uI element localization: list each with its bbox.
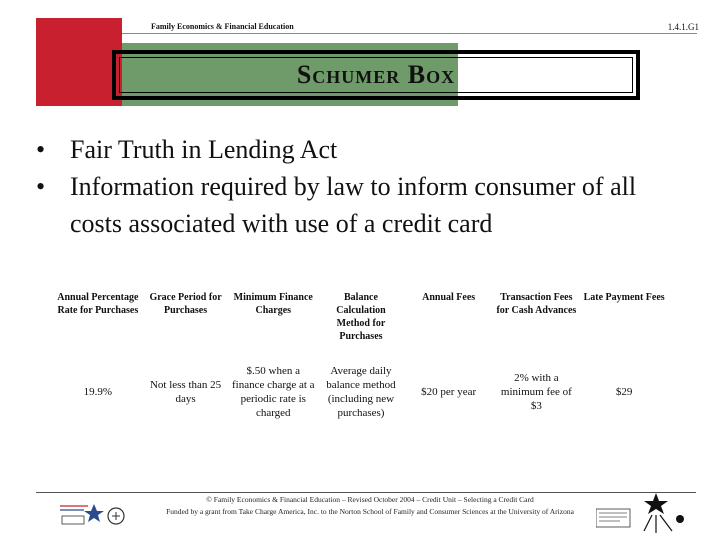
table-row [54,357,668,427]
column-header-grace-period: Grace Period for Purchases [149,292,222,316]
column-header-balance-method: Balance Calculation Method for Purchases [336,292,386,342]
schumer-box-table [54,287,668,427]
bullet-icon: • [36,135,46,164]
cell-late-fees: $29 [615,386,633,398]
footer-copyright: © Family Economics & Financial Education – Revised October 2004 – Credit Unit – Selecting a Credit Card [206,495,534,504]
header-organization: Family Economics & Financial Education [151,22,294,31]
column-header-minimum-finance: Minimum Finance Charges [233,292,313,316]
cell-apr: 19.9% [83,386,113,398]
header-code: 1.4.1.G1 [667,22,699,32]
bullet-icon: • [36,172,46,201]
column-header-late-fees: Late Payment Fees [583,292,665,303]
bullet-item [30,168,690,242]
university-of-arizona-logo-icon [596,491,688,535]
header-rule [122,33,697,34]
take-charge-america-logo-icon [58,502,128,528]
footer-funding: Funded by a grant from Take Charge America, Inc. to the Norton School of Family and Consumer Sciences at the University of Arizona [166,507,574,516]
column-header-annual-fees: Annual Fees [422,292,476,303]
column-header-apr: Annual Percentage Rate for Purchases [57,292,139,316]
red-accent-block [36,18,122,106]
page-title: Schumer Box [296,60,456,89]
cell-annual-fees: $20 per year [421,386,477,398]
table-header-row [54,287,668,357]
bullet-text: Information required by law to inform consumer of all costs associated with use of a credit card [70,172,637,238]
bullet-text: Fair Truth in Lending Act [70,135,338,164]
cell-balance-method: Average daily balance method (including new purchases) [326,365,396,419]
cell-grace-period: Not less than 25 days [149,379,222,405]
bullet-list [30,131,690,242]
cell-minimum-finance: $.50 when a finance charge at a periodic rate is charged [231,365,315,419]
column-header-cash-advance-fees: Transaction Fees for Cash Advances [496,292,577,316]
cell-cash-advance-fees: 2% with a minimum fee of $3 [500,372,572,412]
footer [150,494,590,518]
bullet-item [30,131,690,168]
